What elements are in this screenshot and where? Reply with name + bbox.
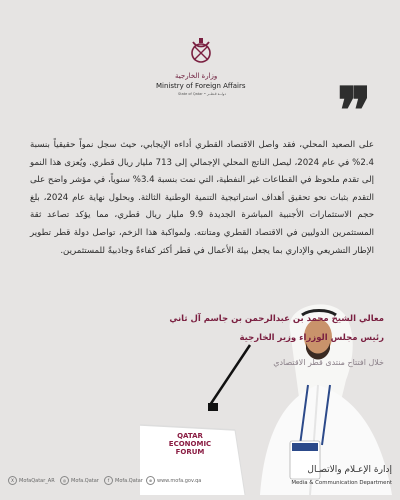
web-icon: ⊕: [146, 476, 155, 485]
ministry-name-english: Ministry of Foreign Affairs: [156, 82, 246, 90]
social-label: Mofa.Qatar: [115, 478, 143, 484]
state-of-qatar-label: State of Qatar • دولــة قـطــر: [178, 92, 226, 96]
social-web[interactable]: [146, 476, 201, 485]
social-label: Mofa.Qatar: [71, 478, 99, 484]
podium-forum-logo: [160, 432, 220, 456]
social-x[interactable]: [8, 476, 55, 485]
speaker-name: معالي الشيخ محمد بن عبدالرحمن بن جاسم آل ثاني: [169, 314, 384, 324]
facebook-icon: f: [104, 476, 113, 485]
speaker-title: رئيس مجلس الوزراء وزير الخارجية: [239, 333, 384, 343]
social-instagram[interactable]: [60, 476, 99, 485]
department-name-arabic: إدارة الإعـلام والاتصـال: [307, 465, 392, 475]
social-label: MofaQatar_AR: [19, 478, 55, 484]
podium-line-2: ECONOMIC: [168, 440, 212, 448]
ministry-name-arabic: وزارة الخارجية: [175, 72, 218, 80]
speaker-event: خلال افتتاح منتدى قطر الاقتصادي: [273, 358, 384, 367]
quote-mark-icon: ❞: [337, 74, 372, 149]
department-name-english: Media & Communication Department: [291, 480, 392, 486]
quote-paragraph: على الصعيد المحلي، فقد واصل الاقتصاد القطري أداءه الإيجابي، حيث سجل نمواً حقيقياً بنسبة 2.4% في عام 2024، ليصل الناتج المحلي الإجمالي إلى 713 مليار ريال قطري. ويُعزى هذا النمو إلى تقدم ملحوظ في القطاعات غير النفطية، التي نمت بنسبة 3.4% سنوياً، في مؤشر واضح على التقدم بثبات نحو تحقيق أهداف استراتيجية التنمية الوطنية الثالثة. وبحلول نهاية عام 2024، بلغ حجم الاستثمارات الأجنبية المباشرة الجديدة 9.9 مليار ريال قطري، مما يؤكد تصاعد ثقة المستثمرين الدوليين في الاقتصاد القطري ومتانته. ولمواكبة هذا الزخم، تواصل دولة قطر تطوير الإطار التشريعي والإداري بما يجعل بيئة الأعمال في قطر أكثر كفاءةً وجاذبيةً للمستثمرين.: [30, 140, 375, 256]
qatar-emblem-icon: [187, 36, 215, 66]
social-label: www.mofa.gov.qa: [157, 478, 202, 484]
x-icon: X: [8, 476, 17, 485]
social-facebook[interactable]: [104, 476, 143, 485]
podium-line-1: QATAR: [177, 432, 203, 440]
podium-line-3: FORUM: [175, 448, 205, 456]
instagram-icon: ◎: [60, 476, 69, 485]
